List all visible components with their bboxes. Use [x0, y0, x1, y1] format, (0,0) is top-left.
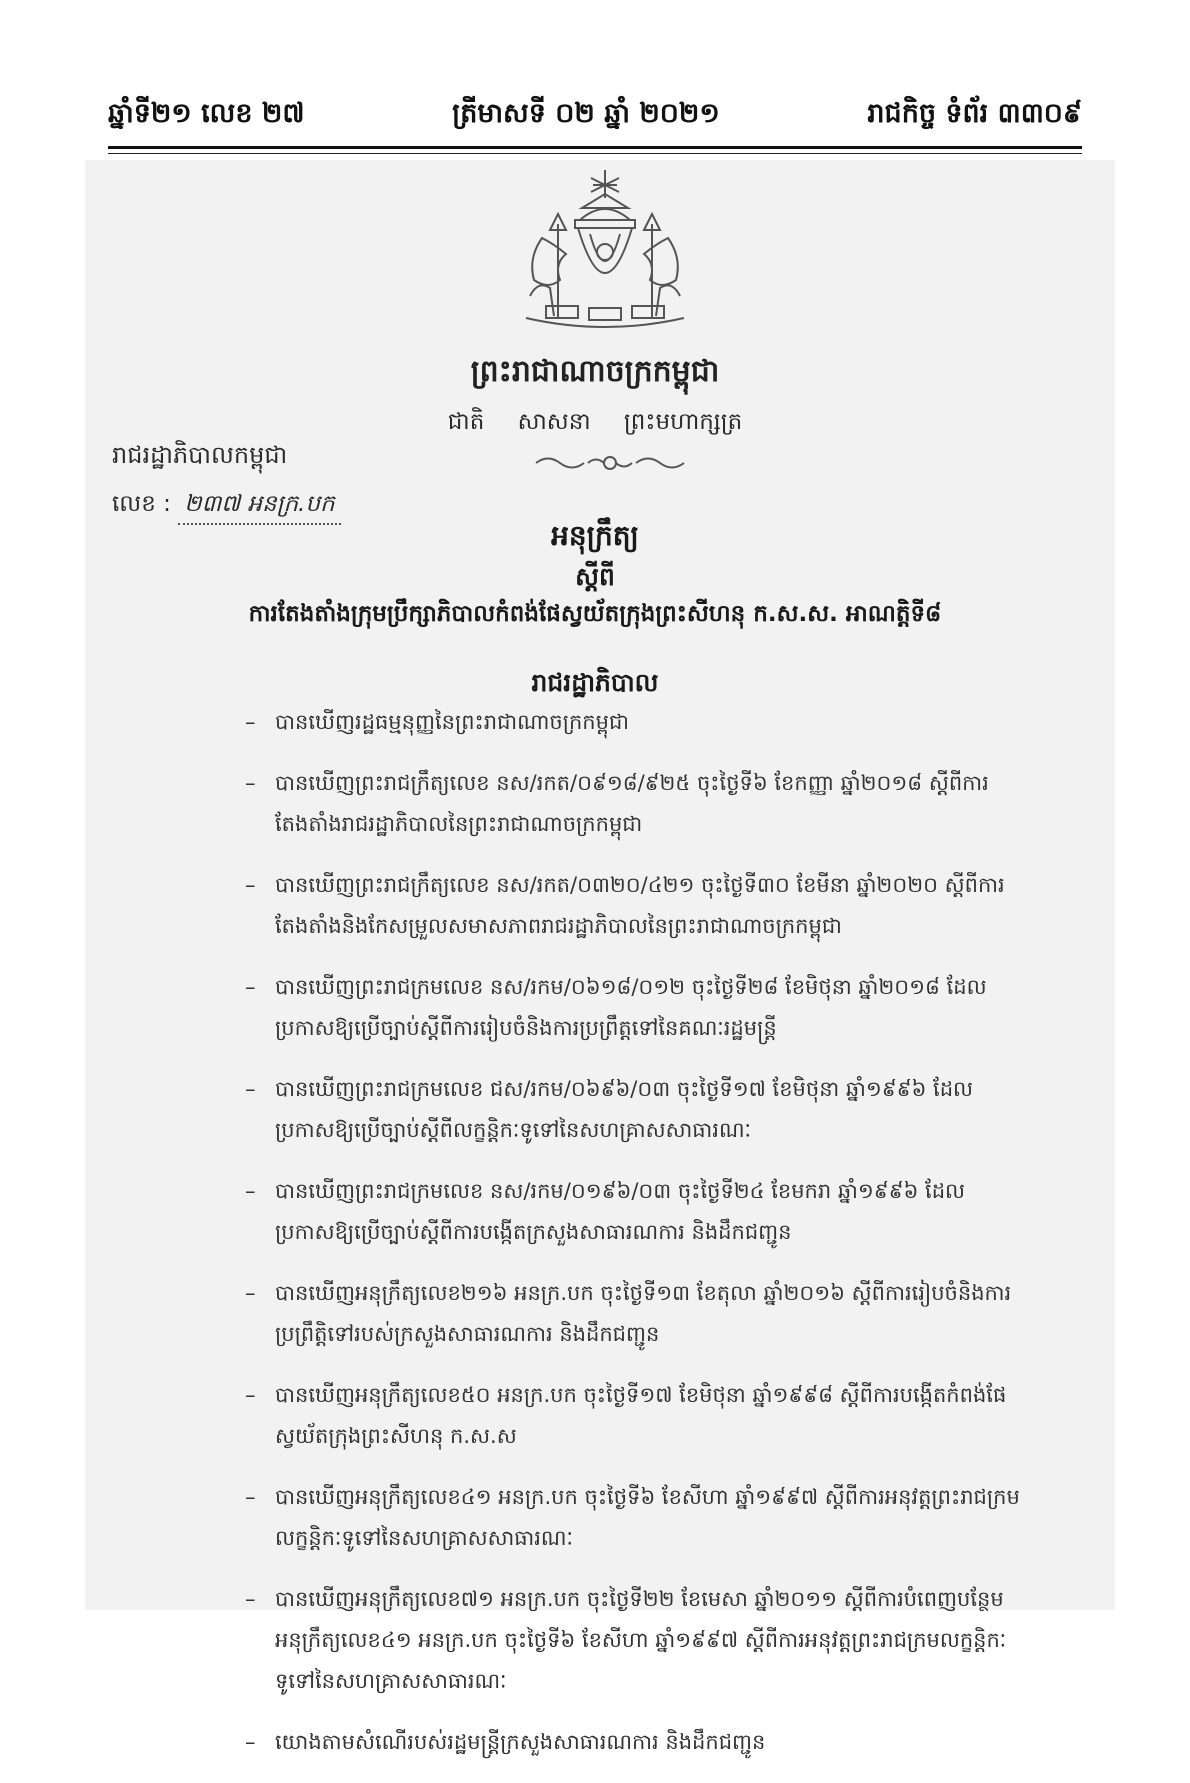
list-item — [245, 702, 1035, 743]
header-rule — [108, 146, 1082, 149]
list-item — [245, 763, 1035, 845]
list-item — [245, 1273, 1035, 1355]
national-motto: ជាតិ សាសនា ព្រះមហាក្សត្រ — [447, 409, 743, 435]
list-item-text: បានឃើញព្រះរាជក្រឹត្យលេខ នស/រកត/០៩១៨/៩២៥ ចុះថ្ងៃទី៦ ខែកញ្ញា ឆ្នាំ២០១៨ ស្តីពីការតែងតាំងរាជរដ្ឋាភិបាលនៃព្រះរាជាណាចក្រកម្ពុជា — [275, 771, 989, 836]
list-item — [245, 1069, 1035, 1151]
list-marker: – — [245, 1179, 256, 1203]
list-marker: – — [245, 1587, 256, 1611]
list-marker: – — [245, 710, 256, 734]
list-item-text: បានឃើញអនុក្រឹត្យលេខ៤១ អនក្រ.បក ចុះថ្ងៃទី៦ ខែសីហា ឆ្នាំ១៩៩៧ ស្តីពីការអនុវត្តព្រះរាជក្រមលក្ខន្តិកៈទូទៅនៃសហគ្រាសសាធារណៈ — [275, 1485, 1020, 1550]
issuing-authority: រាជរដ្ឋាភិបាលកម្ពុជា — [112, 441, 288, 469]
gazette-page: រាជកិច្ច ទំព័រ ៣៣០៩ — [867, 97, 1082, 129]
list-marker: – — [245, 1281, 256, 1305]
header-rule-thin — [108, 153, 1082, 154]
list-marker: – — [245, 975, 256, 999]
list-item — [245, 1171, 1035, 1253]
list-item-text: បានឃើញព្រះរាជក្រមលេខ នស/រកម/០៦១៨/០១២ ចុះថ្ងៃទី២៨ ខែមិថុនា ឆ្នាំ២០១៨ ដែលប្រកាសឱ្យប្រើច្បាប់ស្តីពីការរៀបចំនិងការប្រព្រឹត្តទៅនៃគណៈរដ្ឋមន្ត្រី — [275, 975, 987, 1040]
considerations-list — [245, 702, 1035, 1783]
list-item-text: យោងតាមសំណើរបស់រដ្ឋមន្ត្រីក្រសួងសាធារណការ និងដឹកជញ្ជូន — [275, 1730, 766, 1754]
list-item-text: បានឃើញព្រះរាជក្រមលេខ ជស/រកម/០៦៩៦/០៣ ចុះថ្ងៃទី១៧ ខែមិថុនា ឆ្នាំ១៩៩៦ ដែលប្រកាសឱ្យប្រើច្បាប់ស្តីពីលក្ខន្តិកៈទូទៅនៃសហគ្រាសសាធារណៈ — [275, 1077, 974, 1142]
royal-coat-of-arms-icon — [520, 168, 690, 336]
list-marker: – — [245, 1383, 256, 1407]
list-marker: – — [245, 1485, 256, 1509]
list-item — [245, 865, 1035, 947]
list-marker: – — [245, 771, 256, 795]
gazette-date: ត្រីមាសទី ០២ ឆ្នាំ ២០២១ — [452, 97, 720, 129]
authority-heading: រាជរដ្ឋាភិបាល — [531, 668, 659, 697]
list-item-text: បានឃើញព្រះរាជក្រមលេខ នស/រកម/០១៩៦/០៣ ចុះថ្ងៃទី២៤ ខែមករា ឆ្នាំ១៩៩៦ ដែលប្រកាសឱ្យប្រើច្បាប់ស្តីពីការបង្កើតក្រសួងសាធារណការ និងដឹកជញ្ជូន — [275, 1179, 966, 1244]
gazette-year-issue: ឆ្នាំទី២១ លេខ ២៧ — [108, 97, 305, 129]
document-subject: ការតែងតាំងក្រុមប្រឹក្សាភិបាលកំពង់ផែស្វយ័តក្រុងព្រះសីហនុ ក.ស.ស. អាណត្តិទី៨ — [248, 601, 942, 627]
document-number-value: ២៣៧ អនក្រ.បក — [178, 490, 340, 525]
list-item — [245, 1722, 1035, 1763]
list-item-text: បានឃើញព្រះរាជក្រឹត្យលេខ នស/រកត/០៣២០/៤២១ ចុះថ្ងៃទី៣០ ខែមីនា ឆ្នាំ២០២០ ស្តីពីការតែងតាំងនិងកែសម្រួលសមាសភាពរាជរដ្ឋាភិបាលនៃព្រះរាជាណាចក្រកម្ពុជា — [275, 873, 1005, 938]
document-regarding: ស្តីពី — [575, 562, 615, 591]
list-item-text: បានឃើញអនុក្រឹត្យលេខ៥០ អនក្រ.បក ចុះថ្ងៃទី១៧ ខែមិថុនា ឆ្នាំ១៩៩៨ ស្តីពីការបង្កើតកំពង់ផែស្វយ័តក្រុងព្រះសីហនុ ក.ស.ស — [275, 1383, 1007, 1448]
gazette-header — [108, 88, 1082, 144]
kingdom-title: ព្រះរាជាណាចក្រកម្ពុជា — [470, 354, 720, 389]
list-marker: – — [245, 873, 256, 897]
document-type: អនុក្រឹត្យ — [551, 519, 639, 552]
list-item — [245, 1477, 1035, 1559]
list-item-text: បានឃើញរដ្ឋធម្មនុញ្ញនៃព្រះរាជាណាចក្រកម្ពុជា — [275, 710, 629, 734]
document-number-label: លេខ : — [112, 491, 171, 517]
list-marker: – — [245, 1077, 256, 1101]
list-item — [245, 1375, 1035, 1457]
ornament-divider-icon — [530, 452, 690, 474]
list-item-text: បានឃើញអនុក្រឹត្យលេខ២១៦ អនក្រ.បក ចុះថ្ងៃទី១៣ ខែតុលា ឆ្នាំ២០១៦ ស្តីពីការរៀបចំនិងការប្រព្រឹត្តិទៅរបស់ក្រសួងសាធារណការ និងដឹកជញ្ជូន — [275, 1281, 1012, 1346]
list-item-text: បានឃើញអនុក្រឹត្យលេខ៧១ អនក្រ.បក ចុះថ្ងៃទី២២ ខែមេសា ឆ្នាំ២០១១ ស្តីពីការបំពេញបន្ថែមអនុក្រឹត្យលេខ៤១ អនក្រ.បក ចុះថ្ងៃទី៦ ខែសីហា ឆ្នាំ១៩៩៧ ស្តីពីការអនុវត្តព្រះរាជក្រមលក្ខន្តិកៈទូទៅនៃសហគ្រាសសាធារណៈ — [275, 1587, 1007, 1693]
list-marker: – — [245, 1730, 256, 1754]
list-item — [245, 967, 1035, 1049]
